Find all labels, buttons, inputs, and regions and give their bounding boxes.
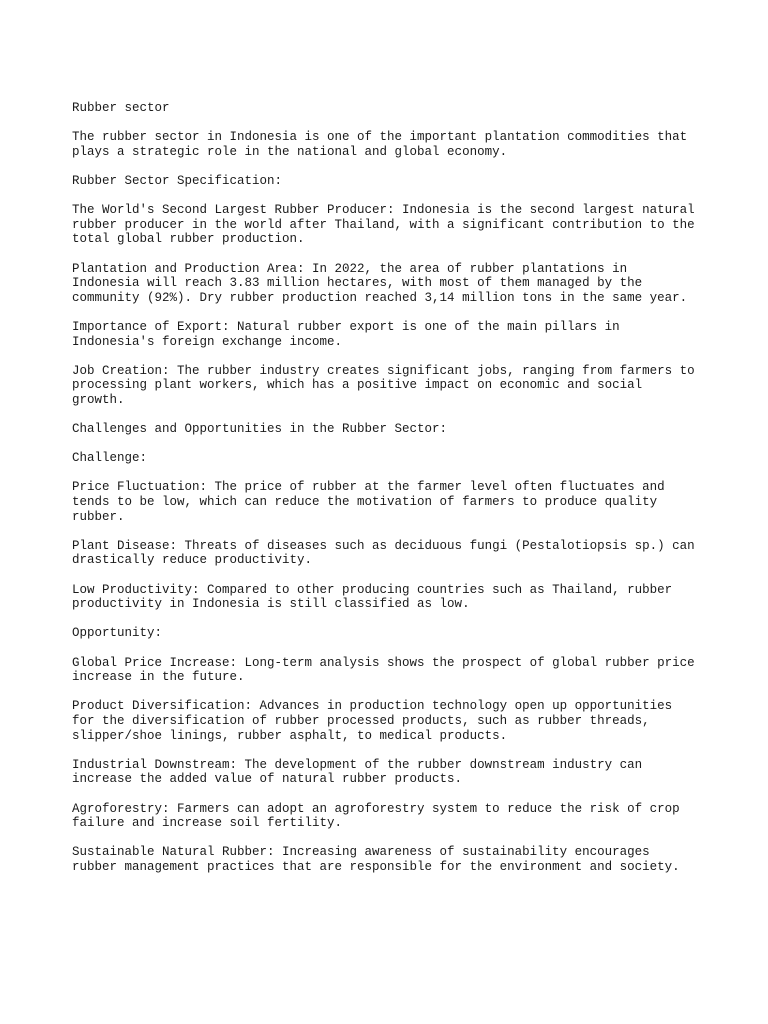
- challenge-item-plant-disease: Plant Disease: Threats of diseases such as deciduous fungi (Pestalotiopsis sp.) can drastically reduce productivity.: [72, 538, 695, 568]
- spec-item-plantation-area: Plantation and Production Area: In 2022, the area of rubber plantations in Indonesia will reach 3.83 million hectares, with most of them managed by the community (92%). Dry rubber production reached 3,14 million tons in the same year.: [72, 261, 688, 305]
- spec-item-export: Importance of Export: Natural rubber export is one of the main pillars in Indonesia's foreign exchange income.: [72, 319, 620, 349]
- opportunity-item-global-price: Global Price Increase: Long-term analysis shows the prospect of global rubber price increase in the future.: [72, 655, 695, 685]
- opportunity-item-sustainable-rubber: Sustainable Natural Rubber: Increasing awareness of sustainability encourages rubber management practices that are responsible for the environment and society.: [72, 845, 680, 874]
- spec-item-job-creation: Job Creation: The rubber industry creates significant jobs, ranging from farmers to processing plant workers, which has a positive impact on economic and social growth.: [72, 363, 695, 407]
- document-title: Rubber sector: [72, 101, 170, 115]
- spec-item-second-largest-producer: The World's Second Largest Rubber Producer: Indonesia is the second largest natural rubber producer in the world after Thailand, with a significant contribution to the total global rubber production.: [72, 203, 695, 247]
- challenge-item-price-fluctuation: Price Fluctuation: The price of rubber at the farmer level often fluctuates and tends to be low, which can reduce the motivation of farmers to produce quality rubber.: [72, 480, 665, 524]
- opportunity-item-agroforestry: Agroforestry: Farmers can adopt an agroforestry system to reduce the risk of crop failure and increase soil fertility.: [72, 801, 680, 831]
- opportunity-heading: Opportunity:: [72, 626, 163, 641]
- challenge-heading: Challenge:: [72, 451, 148, 466]
- challenges-opportunities-heading: Challenges and Opportunities in the Rubber Sector:: [72, 422, 448, 437]
- opportunity-item-industrial-downstream: Industrial Downstream: The development of the rubber downstream industry can increase the added value of natural rubber products.: [72, 757, 643, 787]
- intro-paragraph: The rubber sector in Indonesia is one of the important plantation commodities that plays a strategic role in the national and global economy.: [72, 130, 688, 159]
- spec-heading: Rubber Sector Specification:: [72, 173, 283, 188]
- challenge-item-low-productivity: Low Productivity: Compared to other producing countries such as Thailand, rubber productivity in Indonesia is still classified as low.: [72, 582, 673, 612]
- opportunity-item-product-diversification: Product Diversification: Advances in production technology open up opportunities for the diversification of rubber processed products, such as rubber threads, slipper/shoe linings, rubber asphalt, to medical products.: [72, 699, 673, 743]
- document-page: [72, 101, 712, 889]
